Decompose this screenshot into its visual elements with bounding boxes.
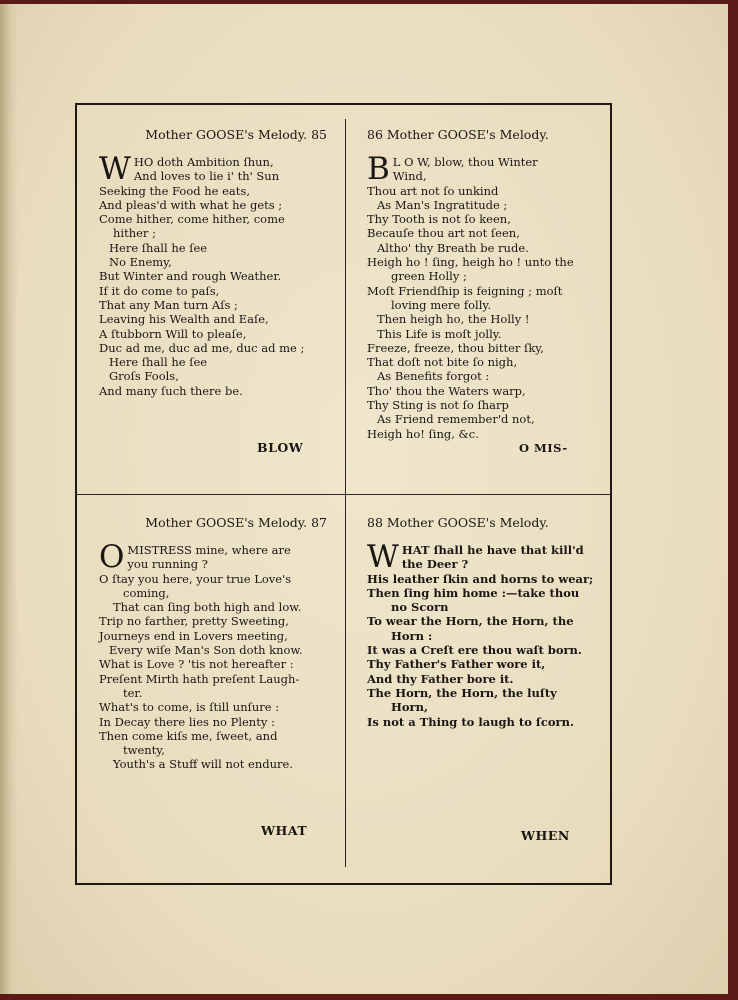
verse-line: And pleas'd with what he gets ; (99, 197, 283, 212)
verse-line: That can ſing both high and low. (113, 600, 302, 615)
verse-line: Every wiſe Man's Son doth know. (109, 643, 303, 658)
verse-line: Journeys end in Lovers meeting, (99, 628, 288, 643)
page-header: Mother GOOSE's Melody. 87 (145, 515, 327, 530)
verse-line: Then heigh ho, the Holly ! (377, 312, 530, 327)
verse-line: twenty, (123, 743, 165, 758)
verse-line: The Horn, the Horn, the luſty (367, 685, 557, 700)
catchword: WHAT (261, 823, 308, 838)
verse-line: O ſtay you here, your true Love's (99, 571, 292, 586)
verse-line: And thy Father bore it. (367, 671, 514, 686)
verse-line: What's to come, is ſtill unſure : (99, 700, 280, 715)
quad-frame (75, 103, 612, 885)
horizontal-divider (77, 494, 610, 495)
drop-cap: W (99, 151, 131, 187)
drop-cap: W (367, 539, 399, 575)
verse-line: A ſtubborn Will to pleaſe, (99, 326, 247, 341)
verse-line: Thy Father's Father wore it, (367, 657, 546, 672)
book-page (0, 4, 728, 994)
verse-line: Come hither, come hither, come (99, 212, 285, 227)
vertical-divider (345, 119, 346, 867)
verse-line: Groſs Fools, (109, 369, 179, 384)
page-header: Mother GOOSE's Melody. 85 (145, 127, 327, 142)
panel-88 (367, 515, 594, 855)
verse-line: Heigh ho! ſing, &c. (367, 426, 479, 441)
verse-line: loving mere folly. (391, 297, 492, 312)
verse (99, 151, 327, 398)
verse-line: hither ; (113, 226, 156, 241)
verse-line: coming, (123, 585, 170, 600)
page-header: 88 Mother GOOSE's Melody. (367, 515, 549, 530)
verse-line: As Benefits forgot : (377, 369, 490, 384)
verse-line: Thou art not ſo unkind (367, 183, 499, 198)
verse-line: HAT ſhall he have that kill'd (401, 543, 584, 557)
verse-line: Here ſhall he ſee (109, 355, 208, 370)
verse-line: It was a Creſt ere thou waſt born. (367, 643, 582, 658)
panel-86 (367, 127, 591, 487)
verse-line: As Friend remember'd not, (377, 412, 535, 427)
verse-line: Seeking the Food he eats, (99, 183, 250, 198)
verse-line: Then come kiſs me, ſweet, and (99, 728, 278, 743)
catchword: O MIS- (519, 441, 568, 455)
verse-line: Heigh ho ! ſing, heigh ho ! unto the (367, 255, 574, 270)
verse-line: MISTRESS mine, where are (127, 543, 291, 557)
verse-line: That any Man turn Aſs ; (99, 297, 238, 312)
catchword: BLOW (257, 440, 304, 455)
verse-line: In Decay there lies no Plenty : (99, 714, 275, 729)
verse-line: L O W, blow, thou Winter (392, 155, 538, 169)
verse-line: Thy Sting is not ſo ſharp (367, 398, 509, 413)
verse-line: Thy Tooth is not ſo keen, (367, 212, 511, 227)
verse-line: Then ſing him home :—take thou (367, 585, 580, 600)
verse-line: As Man's Ingratitude ; (377, 197, 508, 212)
verse-line: Here ſhall he ſee (109, 240, 208, 255)
verse-line: Horn : (391, 628, 433, 643)
verse-line: His leather ſkin and horns to wear; (367, 571, 594, 586)
verse-line: no Scorn (391, 600, 449, 615)
drop-cap: O (99, 539, 125, 575)
page-gutter (0, 4, 18, 994)
verse-line: What is Love ? 'tis not hereafter : (99, 657, 294, 672)
verse-line: Altho' thy Breath be rude. (377, 240, 529, 255)
verse-line: Leaving his Wealth and Eaſe, (99, 312, 269, 327)
verse-line: And many ſuch there be. (99, 383, 243, 398)
verse-line: Youth's a Stuff will not endure. (113, 757, 293, 772)
catchword: WHEN (521, 828, 570, 843)
verse-line: you running ? (127, 557, 208, 572)
verse (99, 539, 327, 772)
verse-line: And loves to lie i' th' Sun (133, 169, 280, 184)
verse-line: HO doth Ambition ſhun, (133, 155, 274, 169)
drop-cap: B (367, 151, 390, 187)
verse-line: To wear the Horn, the Horn, the (367, 614, 574, 629)
verse-line: Freeze, freeze, thou bitter ſky, (367, 340, 544, 355)
verse-line: If it do come to paſs, (99, 283, 220, 298)
verse-line: Moſt Friendſhip is feigning ; moſt (367, 283, 563, 298)
verse-line: Tho' thou the Waters warp, (367, 383, 526, 398)
verse-line: Is not a Thing to laugh to ſcorn. (367, 714, 574, 729)
verse-line: Horn, (391, 700, 428, 715)
verse (367, 539, 594, 729)
verse-line: But Winter and rough Weather. (99, 269, 282, 284)
verse-line: This Life is moſt jolly. (377, 326, 502, 341)
verse-line: Wind, (392, 169, 427, 184)
verse (367, 151, 591, 441)
verse-line: Preſent Mirth hath preſent Laugh- (99, 671, 300, 686)
verse-line: green Holly ; (391, 269, 467, 284)
panel-85 (99, 127, 327, 487)
verse-line: No Enemy, (109, 255, 172, 270)
panel-87 (99, 515, 327, 855)
verse-line: the Deer ? (401, 557, 469, 572)
page-header: 86 Mother GOOSE's Melody. (367, 127, 549, 142)
verse-line: Trip no farther, pretty Sweeting, (99, 614, 289, 629)
verse-line: That doſt not bite ſo nigh, (367, 355, 518, 370)
verse-line: Becauſe thou art not ſeen, (367, 226, 520, 241)
verse-line: ter. (123, 685, 143, 700)
verse-line: Duc ad me, duc ad me, duc ad me ; (99, 340, 305, 355)
